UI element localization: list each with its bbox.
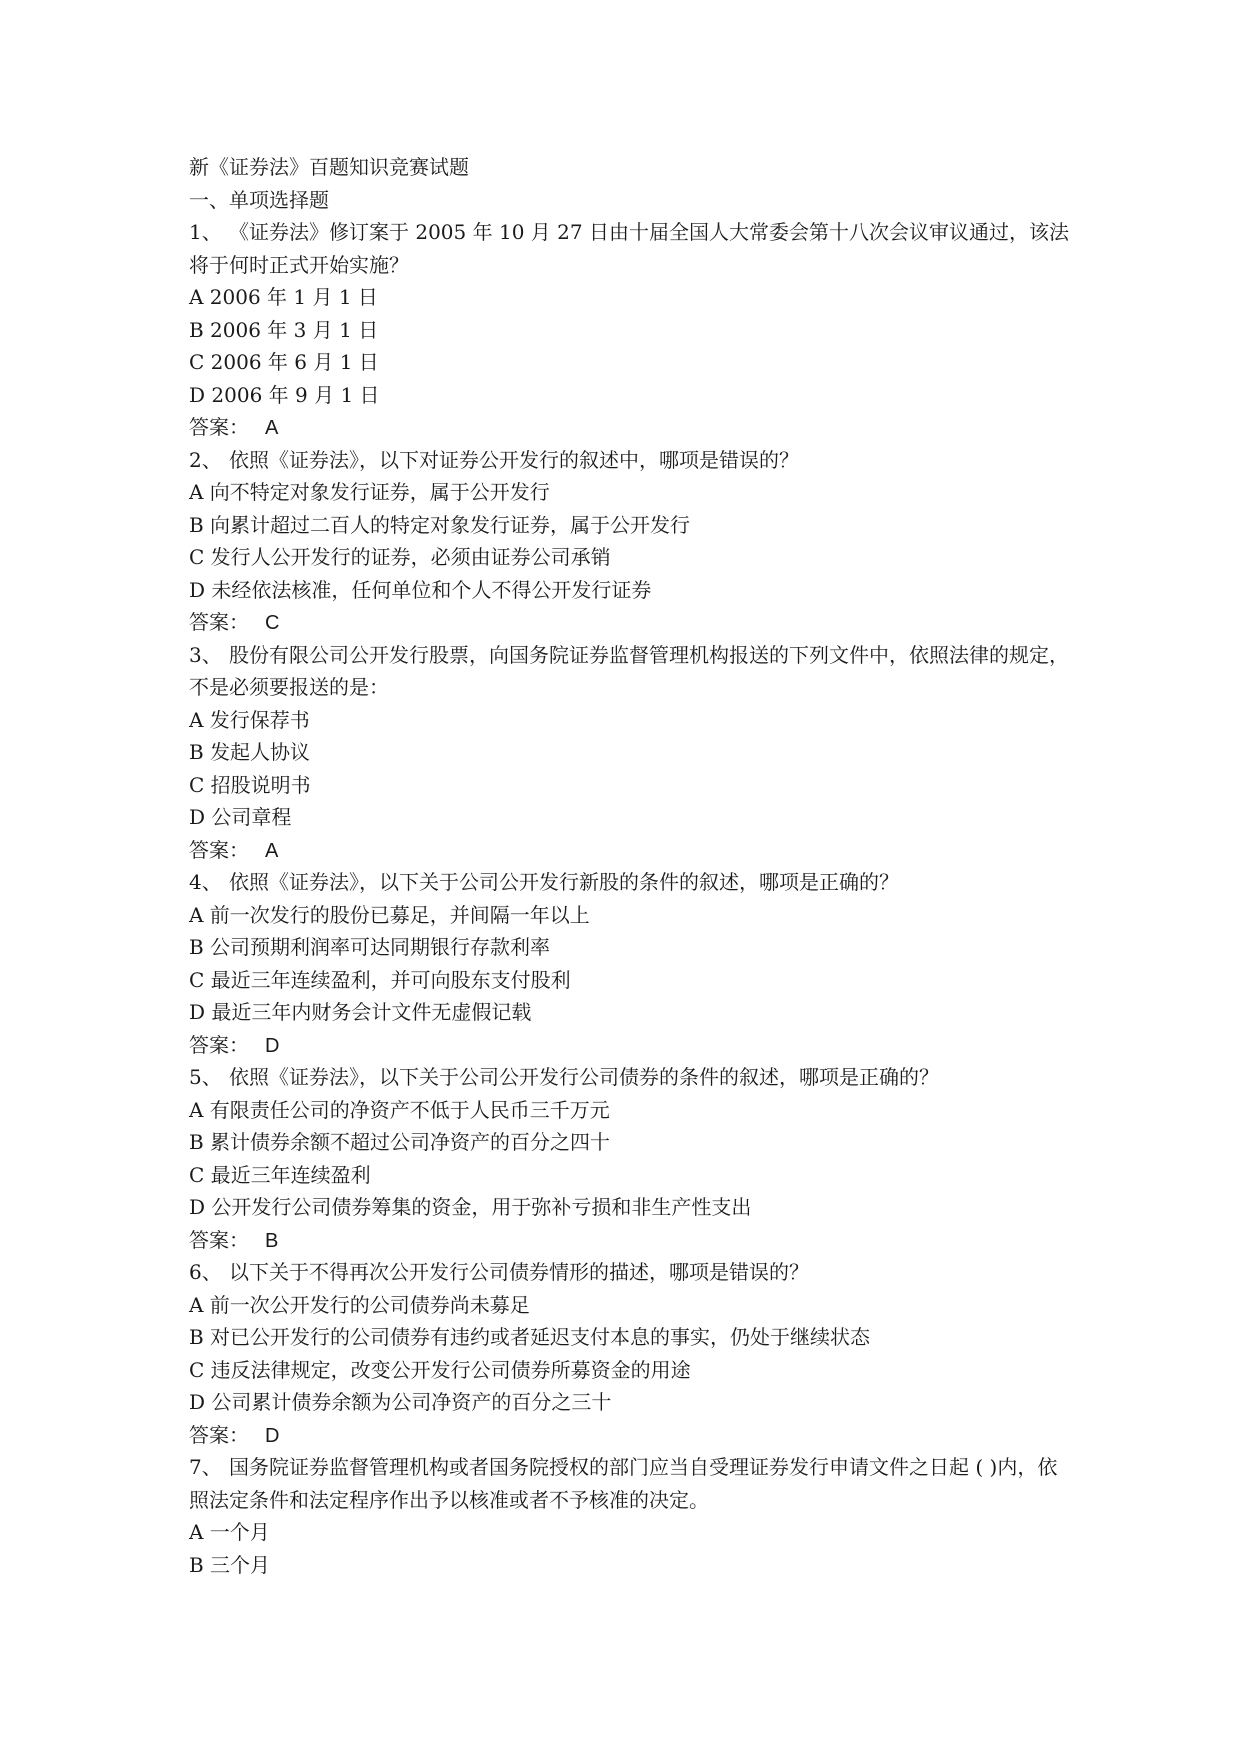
question-stem: 依照《证券法》，以下关于公司公开发行公司债券的条件的叙述，哪项是正确的？ bbox=[229, 1065, 939, 1089]
question-1 bbox=[189, 216, 1069, 444]
question-text bbox=[189, 1256, 1069, 1289]
question-stem: 依照《证券法》，以下对证券公开发行的叙述中，哪项是错误的？ bbox=[229, 447, 799, 472]
question-3 bbox=[189, 639, 1069, 867]
option-b: B 公司预期利润率可达同期银行存款利率 bbox=[189, 935, 551, 959]
answer-label: 答案： bbox=[189, 837, 249, 862]
option-a: A 2006 年 1 月 1 日 bbox=[189, 285, 378, 309]
option-a: A 一个月 bbox=[189, 1520, 270, 1544]
question-number: 7、 bbox=[189, 1455, 222, 1479]
question-number: 1、 bbox=[189, 220, 222, 244]
document-page bbox=[189, 151, 1069, 1581]
section-heading: 一、单项选择题 bbox=[189, 187, 329, 212]
answer-label: 答案： bbox=[189, 415, 249, 439]
option-d: D 公司累计债券余额为公司净资产的百分之三十 bbox=[189, 1390, 612, 1414]
answer-label: 答案： bbox=[189, 1227, 249, 1252]
answer-line bbox=[189, 606, 1069, 639]
option-c: C 最近三年连续盈利 bbox=[189, 1162, 371, 1187]
answer-line bbox=[189, 1419, 1069, 1452]
answer-value: D bbox=[265, 1034, 280, 1057]
answer-value: A bbox=[265, 839, 279, 862]
option-a: A 前一次发行的股份已募足，并间隔一年以上 bbox=[189, 902, 590, 927]
question-7 bbox=[189, 1451, 1069, 1581]
question-6 bbox=[189, 1256, 1069, 1451]
option-b: B 发起人协议 bbox=[189, 740, 311, 764]
answer-value: C bbox=[265, 612, 280, 634]
answer-label: 答案： bbox=[189, 1422, 249, 1447]
option-d: D 公司章程 bbox=[189, 805, 292, 829]
option-a: A 前一次公开发行的公司债券尚未募足 bbox=[189, 1292, 530, 1317]
answer-value: A bbox=[265, 417, 279, 439]
question-2 bbox=[189, 444, 1069, 639]
answer-label: 答案： bbox=[189, 610, 249, 634]
question-number: 5、 bbox=[189, 1065, 222, 1089]
answer-value: B bbox=[265, 1229, 279, 1252]
question-number: 6、 bbox=[189, 1260, 222, 1284]
question-4 bbox=[189, 866, 1069, 1061]
question-number: 2、 bbox=[189, 447, 222, 472]
question-text bbox=[189, 216, 1069, 281]
question-stem: 《证券法》修订案于 2005 年 10 月 27 日由十届全国人大常委会第十八次会议审议通过，该法将于何时正式开始实施？ bbox=[189, 220, 1069, 277]
option-b: B 对已公开发行的公司债券有违约或者延迟支付本息的事实，仍处于继续状态 bbox=[189, 1325, 871, 1349]
question-text bbox=[189, 444, 1069, 477]
question-text bbox=[189, 1451, 1069, 1516]
question-stem: 股份有限公司公开发行股票，向国务院证券监督管理机构报送的下列文件中，依照法律的规定，不是必须要报送的是： bbox=[189, 642, 1069, 699]
option-d: D 最近三年内财务会计文件无虚假记载 bbox=[189, 1000, 532, 1024]
answer-line bbox=[189, 411, 1069, 444]
option-a: A 发行保荐书 bbox=[189, 707, 310, 732]
answer-value: D bbox=[265, 1424, 280, 1447]
option-b: B 2006 年 3 月 1 日 bbox=[189, 317, 379, 342]
document-title: 新《证券法》百题知识竞赛试题 bbox=[189, 155, 469, 179]
answer-line bbox=[189, 834, 1069, 867]
option-a: A 有限责任公司的净资产不低于人民币三千万元 bbox=[189, 1097, 610, 1122]
option-c: C 招股说明书 bbox=[189, 772, 311, 797]
question-text bbox=[189, 866, 1069, 899]
answer-label: 答案： bbox=[189, 1032, 249, 1057]
option-c: C 发行人公开发行的证券，必须由证券公司承销 bbox=[189, 545, 611, 569]
question-number: 4、 bbox=[189, 870, 222, 894]
question-stem: 依照《证券法》，以下关于公司公开发行新股的条件的叙述，哪项是正确的？ bbox=[229, 870, 899, 894]
answer-line bbox=[189, 1224, 1069, 1257]
question-5 bbox=[189, 1061, 1069, 1256]
option-c: C 2006 年 6 月 1 日 bbox=[189, 350, 379, 374]
question-stem: 国务院证券监督管理机构或者国务院授权的部门应当自受理证券发行申请文件之日起 ( )内，依照法定条件和法定程序作出予以核准或者不予核准的决定。 bbox=[189, 1455, 1058, 1512]
option-b: B 向累计超过二百人的特定对象发行证券，属于公开发行 bbox=[189, 512, 691, 537]
question-stem: 以下关于不得再次公开发行公司债券情形的描述，哪项是错误的？ bbox=[229, 1260, 809, 1284]
option-d: D 未经依法核准，任何单位和个人不得公开发行证券 bbox=[189, 577, 652, 602]
question-text bbox=[189, 1061, 1069, 1094]
option-c: C 违反法律规定，改变公开发行公司债券所募资金的用途 bbox=[189, 1357, 691, 1382]
question-number: 3、 bbox=[189, 642, 222, 667]
option-b: B 累计债券余额不超过公司净资产的百分之四十 bbox=[189, 1130, 611, 1154]
option-a: A 向不特定对象发行证券，属于公开发行 bbox=[189, 480, 550, 504]
option-c: C 最近三年连续盈利，并可向股东支付股利 bbox=[189, 967, 571, 992]
question-text bbox=[189, 639, 1069, 704]
option-d: D 2006 年 9 月 1 日 bbox=[189, 382, 380, 407]
option-b: B 三个月 bbox=[189, 1552, 271, 1577]
answer-line bbox=[189, 1029, 1069, 1062]
option-d: D 公开发行公司债券筹集的资金，用于弥补亏损和非生产性支出 bbox=[189, 1195, 752, 1219]
